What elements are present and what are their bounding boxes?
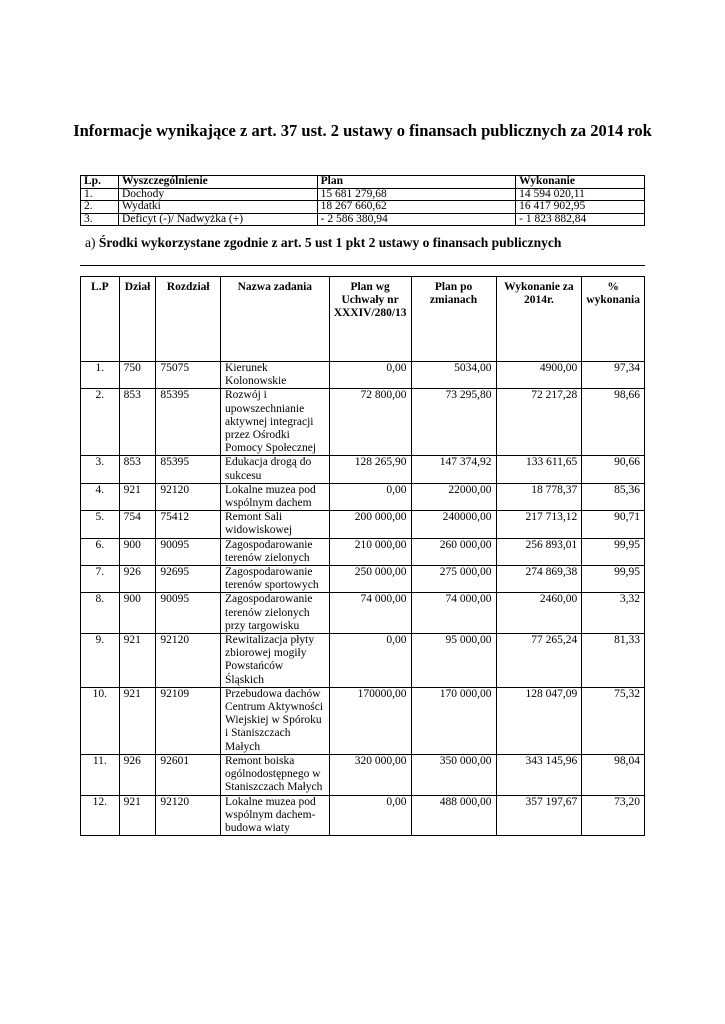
summary-column-header: Wyszczególnienie: [118, 176, 317, 189]
tasks-header-row: [81, 277, 645, 362]
plan-after-changes-cell: 73 295,80: [411, 389, 496, 456]
task-name-cell: Przebudowa dachów Centrum Aktywności Wiejskiej w Spóroku i Staniszczach Małych: [221, 687, 330, 754]
summary-column-header: Plan: [317, 176, 516, 189]
task-name-cell: Lokalne muzea pod wspólnym dachem-budowa wiaty: [221, 795, 330, 836]
tasks-column-header: Plan po zmianach: [411, 277, 496, 362]
lp-cell: 5.: [81, 511, 120, 538]
dzial-cell: 921: [119, 795, 156, 836]
task-name-cell: Lokalne muzea pod wspólnym dachem: [221, 483, 330, 510]
task-name-cell: Rewitalizacja płyty zbiorowej mogiły Powstańców Śląskich: [221, 634, 330, 688]
dzial-cell: 754: [119, 511, 156, 538]
percent-cell: 97,34: [582, 362, 645, 389]
task-name-cell: Remont boiska ogólnodostępnego w Staniszczach Małych: [221, 754, 330, 795]
lp-cell: 9.: [81, 634, 120, 688]
rozdzial-cell: 90095: [156, 593, 221, 634]
rozdzial-cell: 75075: [156, 362, 221, 389]
execution-cell: 217 713,12: [496, 511, 582, 538]
plan-after-changes-cell: 22000,00: [411, 483, 496, 510]
table-row: [81, 795, 645, 836]
summary-column-header: Wykonanie: [516, 176, 645, 189]
section-a-prefix: a): [85, 235, 96, 250]
tasks-column-header: Plan wg Uchwały nr XXXIV/280/13: [329, 277, 411, 362]
plan-after-changes-cell: 260 000,00: [411, 538, 496, 565]
dzial-cell: 853: [119, 456, 156, 483]
tasks-column-header: Rozdział: [156, 277, 221, 362]
percent-cell: 99,95: [582, 566, 645, 593]
rozdzial-cell: 92601: [156, 754, 221, 795]
summary-cell: 3.: [81, 213, 119, 226]
lp-cell: 3.: [81, 456, 120, 483]
plan-after-changes-cell: 170 000,00: [411, 687, 496, 754]
lp-cell: 4.: [81, 483, 120, 510]
tasks-column-header: % wykonania: [582, 277, 645, 362]
plan-cell: 74 000,00: [329, 593, 411, 634]
table-row: [81, 566, 645, 593]
rozdzial-cell: 92120: [156, 483, 221, 510]
percent-cell: 98,66: [582, 389, 645, 456]
plan-after-changes-cell: 488 000,00: [411, 795, 496, 836]
table-row: [81, 362, 645, 389]
summary-row: [81, 201, 645, 214]
table-row: [81, 511, 645, 538]
table-row: [81, 754, 645, 795]
table-row: [81, 389, 645, 456]
divider-line: [80, 265, 645, 266]
summary-cell: Wydatki: [118, 201, 317, 214]
summary-cell: 16 417 902,95: [516, 201, 645, 214]
summary-row: [81, 188, 645, 201]
rozdzial-cell: 85395: [156, 389, 221, 456]
summary-cell: 2.: [81, 201, 119, 214]
percent-cell: 81,33: [582, 634, 645, 688]
table-row: [81, 634, 645, 688]
plan-after-changes-cell: 350 000,00: [411, 754, 496, 795]
percent-cell: 99,95: [582, 538, 645, 565]
lp-cell: 10.: [81, 687, 120, 754]
table-row: [81, 538, 645, 565]
percent-cell: 90,71: [582, 511, 645, 538]
lp-cell: 11.: [81, 754, 120, 795]
plan-cell: 320 000,00: [329, 754, 411, 795]
tasks-header: [81, 277, 645, 362]
task-name-cell: Edukacja drogą do sukcesu: [221, 456, 330, 483]
summary-column-header: Lp.: [81, 176, 119, 189]
table-row: [81, 687, 645, 754]
dzial-cell: 853: [119, 389, 156, 456]
tasks-table: [80, 276, 645, 836]
percent-cell: 98,04: [582, 754, 645, 795]
rozdzial-cell: 75412: [156, 511, 221, 538]
summary-cell: 1.: [81, 188, 119, 201]
lp-cell: 7.: [81, 566, 120, 593]
execution-cell: 128 047,09: [496, 687, 582, 754]
plan-cell: 128 265,90: [329, 456, 411, 483]
plan-after-changes-cell: 240000,00: [411, 511, 496, 538]
rozdzial-cell: 92695: [156, 566, 221, 593]
plan-after-changes-cell: 95 000,00: [411, 634, 496, 688]
summary-cell: Dochody: [118, 188, 317, 201]
table-row: [81, 483, 645, 510]
rozdzial-cell: 92120: [156, 634, 221, 688]
dzial-cell: 750: [119, 362, 156, 389]
summary-body: [81, 188, 645, 226]
page-title: Informacje wynikające z art. 37 ust. 2 ustawy o finansach publicznych za 2014 rok: [73, 121, 652, 140]
rozdzial-cell: 92109: [156, 687, 221, 754]
summary-cell: - 2 586 380,94: [317, 213, 516, 226]
lp-cell: 12.: [81, 795, 120, 836]
lp-cell: 8.: [81, 593, 120, 634]
dzial-cell: 900: [119, 538, 156, 565]
tasks-column-header: Nazwa zadania: [221, 277, 330, 362]
lp-cell: 1.: [81, 362, 120, 389]
plan-cell: 0,00: [329, 795, 411, 836]
task-name-cell: Remont Sali widowiskowej: [221, 511, 330, 538]
summary-cell: 14 594 020,11: [516, 188, 645, 201]
execution-cell: 256 893,01: [496, 538, 582, 565]
execution-cell: 274 869,38: [496, 566, 582, 593]
rozdzial-cell: 92120: [156, 795, 221, 836]
plan-after-changes-cell: 74 000,00: [411, 593, 496, 634]
rozdzial-cell: 90095: [156, 538, 221, 565]
rozdzial-cell: 85395: [156, 456, 221, 483]
task-name-cell: Kierunek Kolonowskie: [221, 362, 330, 389]
plan-cell: 0,00: [329, 362, 411, 389]
table-row: [81, 456, 645, 483]
dzial-cell: 900: [119, 593, 156, 634]
execution-cell: 72 217,28: [496, 389, 582, 456]
execution-cell: 343 145,96: [496, 754, 582, 795]
tasks-body: [81, 362, 645, 836]
section-a-heading: [85, 235, 561, 251]
execution-cell: 357 197,67: [496, 795, 582, 836]
execution-cell: 133 611,65: [496, 456, 582, 483]
execution-cell: 2460,00: [496, 593, 582, 634]
percent-cell: 3,32: [582, 593, 645, 634]
plan-cell: 250 000,00: [329, 566, 411, 593]
summary-header: [81, 176, 645, 189]
summary-cell: 15 681 279,68: [317, 188, 516, 201]
tasks-column-header: L.P: [81, 277, 120, 362]
percent-cell: 90,66: [582, 456, 645, 483]
section-a-title: Środki wykorzystane zgodnie z art. 5 ust 1 pkt 2 ustawy o finansach publicznych: [98, 235, 562, 250]
plan-cell: 210 000,00: [329, 538, 411, 565]
percent-cell: 73,20: [582, 795, 645, 836]
task-name-cell: Zagospodarowanie terenów zielonych: [221, 538, 330, 565]
task-name-cell: Rozwój i upowszechnianie aktywnej integracji przez Ośrodki Pomocy Społecznej: [221, 389, 330, 456]
lp-cell: 2.: [81, 389, 120, 456]
plan-after-changes-cell: 147 374,92: [411, 456, 496, 483]
plan-after-changes-cell: 275 000,00: [411, 566, 496, 593]
percent-cell: 85,36: [582, 483, 645, 510]
tasks-column-header: Wykonanie za 2014r.: [496, 277, 582, 362]
dzial-cell: 921: [119, 634, 156, 688]
dzial-cell: 921: [119, 687, 156, 754]
dzial-cell: 926: [119, 754, 156, 795]
summary-cell: - 1 823 882,84: [516, 213, 645, 226]
summary-cell: 18 267 660,62: [317, 201, 516, 214]
percent-cell: 75,32: [582, 687, 645, 754]
task-name-cell: Zagospodarowanie terenów zielonych przy targowisku: [221, 593, 330, 634]
plan-cell: 170000,00: [329, 687, 411, 754]
plan-after-changes-cell: 5034,00: [411, 362, 496, 389]
task-name-cell: Zagospodarowanie terenów sportowych: [221, 566, 330, 593]
summary-table: [80, 175, 645, 226]
dzial-cell: 921: [119, 483, 156, 510]
execution-cell: 4900,00: [496, 362, 582, 389]
plan-cell: 200 000,00: [329, 511, 411, 538]
execution-cell: 77 265,24: [496, 634, 582, 688]
summary-cell: Deficyt (-)/ Nadwyżka (+): [118, 213, 317, 226]
lp-cell: 6.: [81, 538, 120, 565]
tasks-column-header: Dział: [119, 277, 156, 362]
plan-cell: 0,00: [329, 483, 411, 510]
table-row: [81, 593, 645, 634]
summary-header-row: [81, 176, 645, 189]
dzial-cell: 926: [119, 566, 156, 593]
execution-cell: 18 778,37: [496, 483, 582, 510]
summary-row: [81, 213, 645, 226]
plan-cell: 0,00: [329, 634, 411, 688]
plan-cell: 72 800,00: [329, 389, 411, 456]
